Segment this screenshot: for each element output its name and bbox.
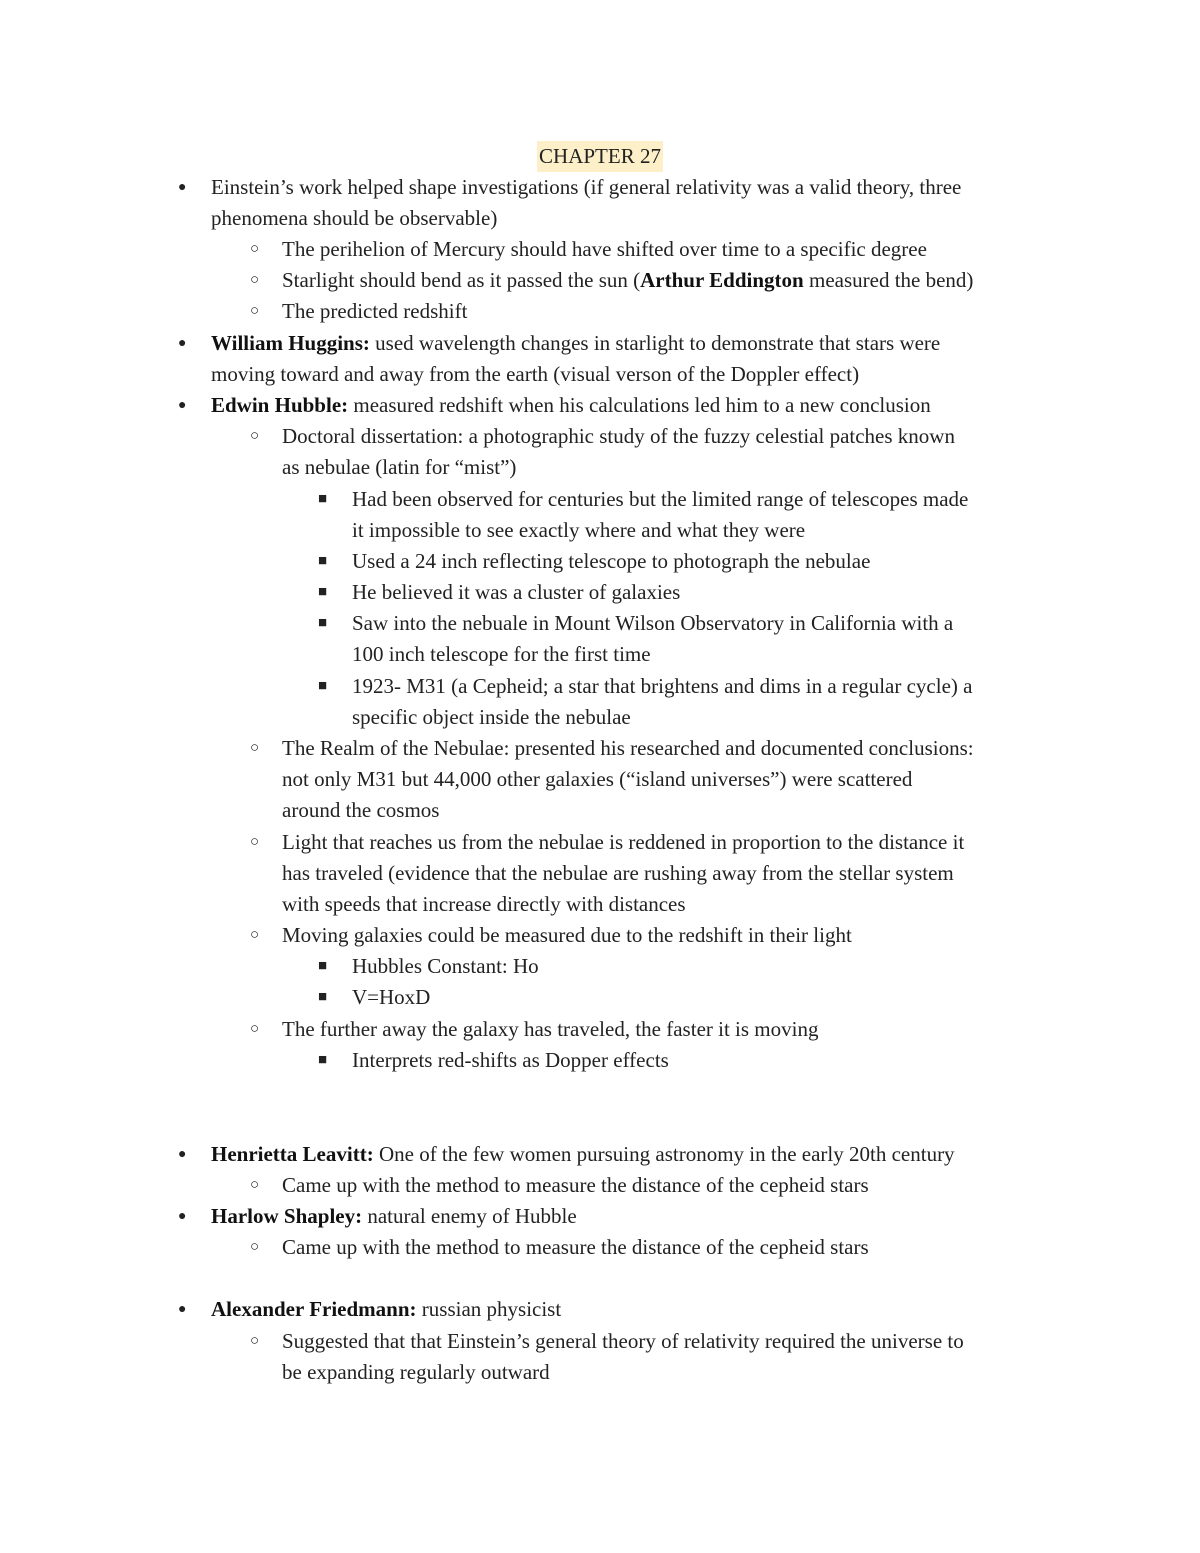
bullet-disc-icon: ● xyxy=(178,1209,187,1224)
list-item-wilson-line2: 100 inch telescope for the first time xyxy=(352,642,651,666)
list-item-starlight xyxy=(282,265,973,296)
bullet-circle-icon: ○ xyxy=(250,272,260,288)
bullet-disc-icon: ● xyxy=(178,180,187,195)
list-item-expanding-line2: be expanding regularly outward xyxy=(282,1360,550,1384)
list-item-shapley-method: Came up with the method to measure the distance of the cepheid stars xyxy=(282,1235,869,1259)
list-item-dissertation-line2: as nebulae (latin for “mist”) xyxy=(282,455,517,479)
friedmann-name: Alexander Friedmann: xyxy=(211,1297,417,1321)
chapter-title: CHAPTER 27 xyxy=(537,141,663,172)
shapley-text: natural enemy of Hubble xyxy=(362,1204,577,1228)
list-item-realm-line3: around the cosmos xyxy=(282,798,440,822)
list-item-hubbles-constant: Hubbles Constant: Ho xyxy=(352,954,539,978)
leavitt-name: Henrietta Leavitt: xyxy=(211,1142,374,1166)
bullet-square-icon: ■ xyxy=(318,553,328,569)
list-item-einstein-line1: Einstein’s work helped shape investigations (if general relativity was a valid theory, three xyxy=(211,175,962,199)
list-item-leavitt xyxy=(211,1139,955,1170)
bullet-square-icon: ■ xyxy=(318,584,328,600)
bullet-square-icon: ■ xyxy=(318,491,328,507)
list-item-m31-line1: 1923- M31 (a Cepheid; a star that brightens and dims in a regular cycle) a xyxy=(352,674,973,698)
bullet-circle-icon: ○ xyxy=(250,303,260,319)
bullet-square-icon: ■ xyxy=(318,615,328,631)
list-item-telescope: Used a 24 inch reflecting telescope to photograph the nebulae xyxy=(352,549,871,573)
list-item-light-line1: Light that reaches us from the nebulae is reddened in proportion to the distance it xyxy=(282,830,965,854)
list-item-shapley xyxy=(211,1201,577,1232)
shapley-name: Harlow Shapley: xyxy=(211,1204,363,1228)
bullet-square-icon: ■ xyxy=(318,989,328,1005)
huggins-name: William Huggins: xyxy=(211,331,370,355)
list-item-light-line2: has traveled (evidence that the nebulae are rushing away from the stellar system xyxy=(282,861,954,885)
hubble-text: measured redshift when his calculations led him to a new conclusion xyxy=(348,393,931,417)
bullet-disc-icon: ● xyxy=(178,1147,187,1162)
list-item-mercury: The perihelion of Mercury should have shifted over time to a specific degree xyxy=(282,237,927,261)
list-item-observed-line1: Had been observed for centuries but the limited range of telescopes made xyxy=(352,487,969,511)
list-item-redshift: The predicted redshift xyxy=(282,299,468,323)
bullet-disc-icon: ● xyxy=(178,336,187,351)
list-item-expanding-line1: Suggested that that Einstein’s general theory of relativity required the universe to xyxy=(282,1329,964,1353)
friedmann-text: russian physicist xyxy=(416,1297,562,1321)
list-item-m31-line2: specific object inside the nebulae xyxy=(352,705,631,729)
list-item-realm-line2: not only M31 but 44,000 other galaxies (“island universes”) were scattered xyxy=(282,767,913,791)
list-item-einstein-line2: phenomena should be observable) xyxy=(211,206,498,230)
starlight-text-post: measured the bend) xyxy=(803,268,974,292)
list-item-light-line3: with speeds that increase directly with distances xyxy=(282,892,686,916)
list-item-huggins-line2: moving toward and away from the earth (visual verson of the Doppler effect) xyxy=(211,362,860,386)
leavitt-text: One of the few women pursuing astronomy in the early 20th century xyxy=(373,1142,955,1166)
list-item-doppler: Interprets red-shifts as Dopper effects xyxy=(352,1048,669,1072)
bullet-circle-icon: ○ xyxy=(250,1239,260,1255)
list-item-wilson-line1: Saw into the nebuale in Mount Wilson Observatory in California with a xyxy=(352,611,954,635)
list-item-leavitt-method: Came up with the method to measure the distance of the cepheid stars xyxy=(282,1173,869,1197)
chapter-heading xyxy=(0,141,1200,172)
bullet-circle-icon: ○ xyxy=(250,740,260,756)
bullet-circle-icon: ○ xyxy=(250,428,260,444)
list-item-realm-line1: The Realm of the Nebulae: presented his researched and documented conclusions: xyxy=(282,736,974,760)
starlight-text-pre: Starlight should bend as it passed the sun ( xyxy=(282,268,641,292)
huggins-text: used wavelength changes in starlight to demonstrate that stars were xyxy=(369,331,941,355)
bullet-square-icon: ■ xyxy=(318,1052,328,1068)
list-item-friedmann xyxy=(211,1294,561,1325)
bullet-circle-icon: ○ xyxy=(250,834,260,850)
list-item-cluster: He believed it was a cluster of galaxies xyxy=(352,580,681,604)
list-item-further-away: The further away the galaxy has traveled, the faster it is moving xyxy=(282,1017,819,1041)
bullet-circle-icon: ○ xyxy=(250,1333,260,1349)
bullet-circle-icon: ○ xyxy=(250,1177,260,1193)
bullet-circle-icon: ○ xyxy=(250,241,260,257)
list-item-moving-galaxies: Moving galaxies could be measured due to the redshift in their light xyxy=(282,923,852,947)
bullet-circle-icon: ○ xyxy=(250,927,260,943)
bullet-disc-icon: ● xyxy=(178,1302,187,1317)
list-item-observed-line2: it impossible to see exactly where and what they were xyxy=(352,518,806,542)
bullet-disc-icon: ● xyxy=(178,398,187,413)
list-item-hubble xyxy=(211,390,931,421)
bullet-square-icon: ■ xyxy=(318,678,328,694)
hubble-name: Edwin Hubble: xyxy=(211,393,349,417)
list-item-huggins-line1 xyxy=(211,328,940,359)
bullet-circle-icon: ○ xyxy=(250,1021,260,1037)
eddington-name: Arthur Eddington xyxy=(640,268,804,292)
list-item-dissertation-line1: Doctoral dissertation: a photographic study of the fuzzy celestial patches known xyxy=(282,424,955,448)
bullet-square-icon: ■ xyxy=(318,958,328,974)
list-item-formula: V=HoxD xyxy=(352,985,431,1009)
